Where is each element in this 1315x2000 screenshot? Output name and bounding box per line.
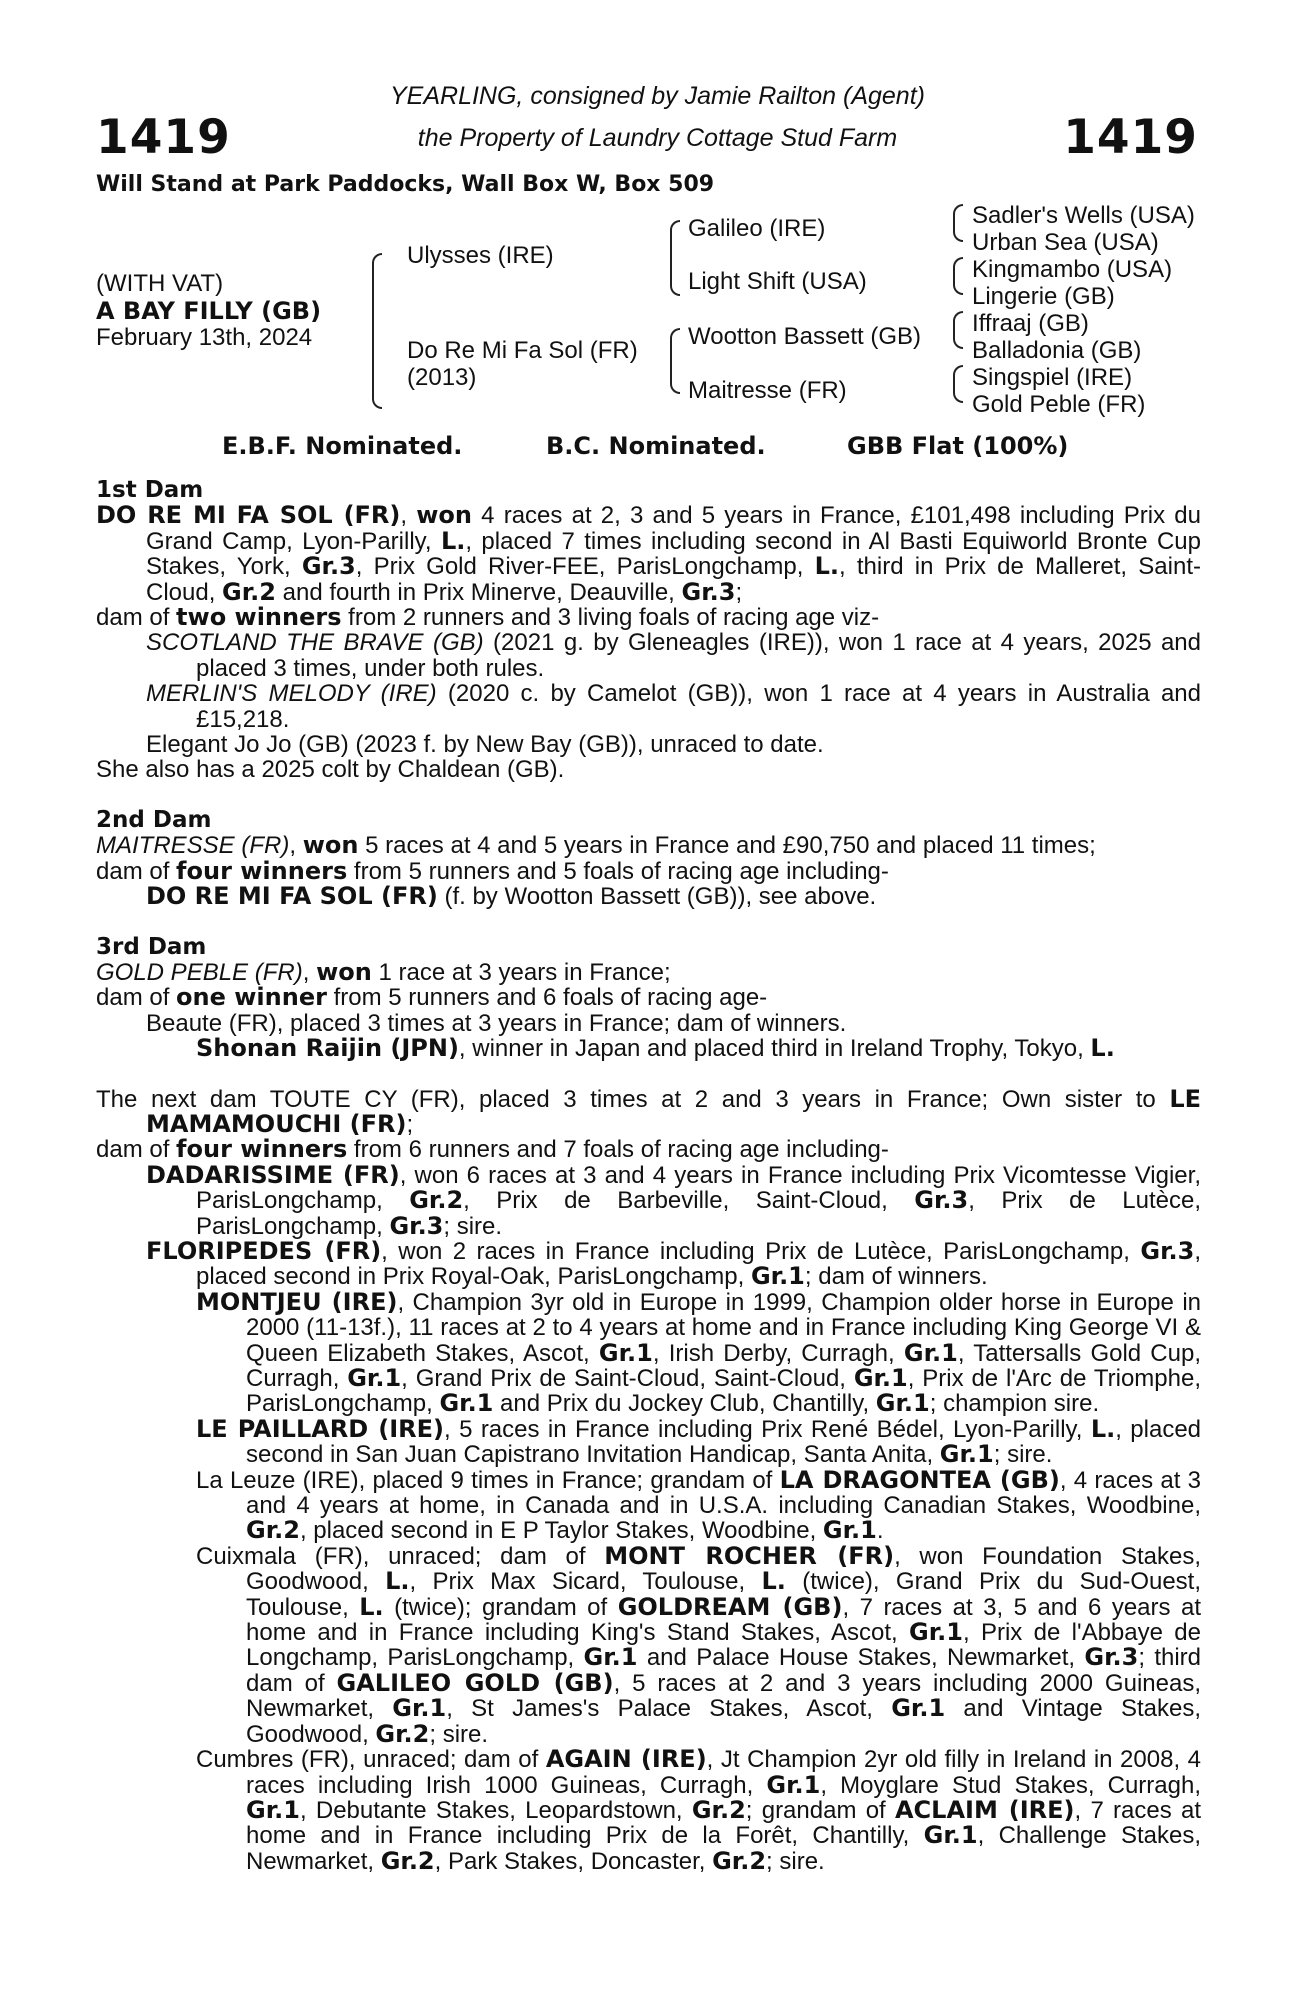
pedigree-dam-sire: Wootton Bassett (GB) <box>688 323 921 350</box>
pedigree-brace-sire <box>670 220 680 296</box>
ebf-nomination: E.B.F. Nominated. <box>222 432 463 460</box>
first-dam-produce-summary: dam of two winners from 2 runners and 3 living foals of racing age viz- <box>96 603 880 632</box>
pedigree-dss: Iffraaj (GB) <box>972 310 1089 337</box>
second-dam-foal-1: DO RE MI FA SOL (FR) (f. by Wootton Bassett (GB)), see above. <box>146 882 877 911</box>
gbb-flat: GBB Flat (100%) <box>847 432 1069 460</box>
pedigree-sire: Ulysses (IRE) <box>407 242 554 269</box>
grandfoal-cumbres: Cumbres (FR), unraced; dam of AGAIN (IRE), Jt Champion 2yr old filly in Ireland in 2008, 4 races including Irish 1000 Guineas, Curragh, Gr.1, Moyglare Stud Stakes, Curragh, Gr.1, Debutante Stakes, Leopardstown, Gr.2; grandam of ACLAIM (IRE), 7 races at home and in France including Prix de la Forêt, Chantilly, Gr.1, Challenge Stakes, Newmarket, Gr.2, Park Stakes, Doncaster, Gr.2; sire. <box>196 1745 1202 1875</box>
third-dam-record: GOLD PEBLE (FR), won 1 race at 3 years in France; <box>96 957 671 986</box>
pedigree-ssd: Urban Sea (USA) <box>972 229 1159 256</box>
first-dam-foal-2: MERLIN'S MELODY (IRE) (2020 c. by Camelot (GB)), won 1 race at 4 years in Australia and £15,218. <box>146 680 1201 733</box>
property-line: the Property of Laundry Cottage Stud Farm <box>417 124 898 152</box>
lot-number-left: 1419 <box>96 110 231 165</box>
grandfoal-la-leuze: La Leuze (IRE), placed 9 times in France; grandam of LA DRAGONTEA (GB), 4 races at 3 and 4 years at home, in Canada and in U.S.A. including Canadian Stakes, Woodbine, Gr.2, placed second in E P Taylor Stakes, Woodbine, Gr.1. <box>196 1465 1201 1545</box>
next-dam-foal-floripedes: FLORIPEDES (FR), won 2 races in France including Prix de Lutèce, ParisLongchamp, Gr.3, placed second in Prix Royal-Oak, ParisLongchamp, Gr.1; dam of winners. <box>146 1236 1201 1291</box>
pedigree-brace-main <box>372 253 382 409</box>
pedigree-sss: Sadler's Wells (USA) <box>972 202 1195 229</box>
grandfoal-cuixmala: Cuixmala (FR), unraced; dam of MONT ROCHER (FR), won Foundation Stakes, Goodwood, L., Prix Max Sicard, Toulouse, L. (twice), Grand Prix du Sud-Ouest, Toulouse, L. (twice); grandam of GOLDREAM (GB), 7 races at 3, 5 and 6 years at home and in France including King's Stand Stakes, Ascot, Gr.1, Prix de l'Abbaye de Longchamp, ParisLongchamp, Gr.1 and Palace House Stakes, Newmarket, Gr.3; third dam of GALILEO GOLD (GB), 5 races at 2 and 3 years including 2000 Guineas, Newmarket, Gr.1, St James's Palace Stakes, Ascot, Gr.1 and Vintage Stakes, Goodwood, Gr.2; sire. <box>196 1541 1202 1748</box>
next-dam-foal-dadarissime: DADARISSIME (FR), won 6 races at 3 and 4 years in France including Prix Vicomtesse Vigier, ParisLongchamp, Gr.2, Prix de Barbeville, Saint-Cloud, Gr.3, Prix de Lutèce, ParisLongchamp, Gr.3; sire. <box>146 1160 1201 1240</box>
pedigree-brace-dam <box>670 328 680 394</box>
second-dam-heading: 2nd Dam <box>96 806 212 833</box>
pedigree-dam: Do Re Mi Fa Sol (FR) <box>407 337 638 364</box>
pedigree-sds: Kingmambo (USA) <box>972 256 1173 283</box>
grandfoal-le-paillard: LE PAILLARD (IRE), 5 races in France including Prix René Bédel, Lyon-Parilly, L., placed second in San Juan Capistrano Invitation Handicap, Santa Anita, Gr.1; sire. <box>196 1414 1202 1469</box>
pedigree-brace-4d <box>953 365 963 403</box>
pedigree-dds: Singspiel (IRE) <box>972 364 1133 391</box>
second-dam-produce-summary: dam of four winners from 5 runners and 5 foals of racing age including- <box>96 856 889 885</box>
third-dam-foal-1: Beaute (FR), placed 3 times at 3 years in France; dam of winners. <box>146 1009 847 1037</box>
next-dam-record: The next dam TOUTE CY (FR), placed 3 times at 2 and 3 years in France; Own sister to LE MAMAMOUCHI (FR); <box>96 1084 1201 1138</box>
pedigree-dsd: Balladonia (GB) <box>972 337 1142 364</box>
first-dam-heading: 1st Dam <box>96 477 204 503</box>
grandfoal-montjeu: MONTJEU (IRE), Champion 3yr old in Europe in 1999, Champion older horse in Europe in 2000 (11-13f.), 11 races at 2 to 4 years at home and in France including King George VI & Queen Elizabeth Stakes, Ascot, Gr.1, Irish Derby, Curragh, Gr.1, Tattersalls Gold Cup, Curragh, Gr.1, Grand Prix de Saint-Cloud, Saint-Cloud, Gr.1, Prix de l'Arc de Triomphe, ParisLongchamp, Gr.1 and Prix du Jockey Club, Chantilly, Gr.1; champion sire. <box>196 1287 1202 1418</box>
pedigree-brace-4c <box>953 311 963 349</box>
next-dam-produce-summary: dam of four winners from 6 runners and 7 foals of racing age including- <box>96 1135 889 1164</box>
catalogue-body <box>96 478 1201 1874</box>
vat-note: (WITH VAT) <box>96 270 224 297</box>
pedigree-dam-dam: Maitresse (FR) <box>688 377 847 404</box>
third-dam-heading: 3rd Dam <box>96 933 207 960</box>
pedigree-sdd: Lingerie (GB) <box>972 283 1115 310</box>
second-dam-record: MAITRESSE (FR), won 5 races at 4 and 5 years in France and £90,750 and placed 11 times; <box>96 831 1096 860</box>
pedigree-sire-sire: Galileo (IRE) <box>688 215 826 242</box>
first-dam-record: DO RE MI FA SOL (FR), won 4 races at 2, 3 and 5 years in France, £101,498 including Prix du Grand Camp, Lyon-Parilly, L., placed 7 times including second in Al Basti Equiworld Bronte Cup Stakes, York, Gr.3, Prix Gold River-FEE, ParisLongchamp, L., third in Prix de Malleret, Saint-Cloud, Gr.2 and fourth in Prix Minerve, Deauville, Gr.3; <box>96 501 1202 606</box>
third-dam-produce-summary: dam of one winner from 5 runners and 6 foals of racing age- <box>96 983 768 1012</box>
horse-name: A BAY FILLY (GB) <box>96 297 322 325</box>
pedigree-brace-4a <box>953 204 963 242</box>
pedigree-ddd: Gold Peble (FR) <box>972 391 1146 418</box>
pedigree-brace-4b <box>953 257 963 295</box>
bc-nomination: B.C. Nominated. <box>546 432 766 460</box>
pedigree-dam-year: (2013) <box>407 364 477 391</box>
first-dam-foal-1: SCOTLAND THE BRAVE (GB) (2021 g. by Gleneagles (IRE)), won 1 race at 4 years, 2025 and placed 3 times, under both rules. <box>146 629 1202 682</box>
pedigree-sire-dam: Light Shift (USA) <box>688 268 867 295</box>
third-dam-grandfoal-1: Shonan Raijin (JPN), winner in Japan and placed third in Ireland Trophy, Tokyo, L. <box>196 1034 1115 1063</box>
consignor-line: YEARLING, consigned by Jamie Railton (Agent) <box>390 82 925 110</box>
lot-number-right: 1419 <box>1063 110 1198 165</box>
stand-location: Will Stand at Park Paddocks, Wall Box W, Box 509 <box>96 172 715 197</box>
horse-dob: February 13th, 2024 <box>96 324 313 351</box>
first-dam-also: She also has a 2025 colt by Chaldean (GB). <box>96 756 565 784</box>
first-dam-foal-3: Elegant Jo Jo (GB) (2023 f. by New Bay (GB)), unraced to date. <box>146 731 824 759</box>
